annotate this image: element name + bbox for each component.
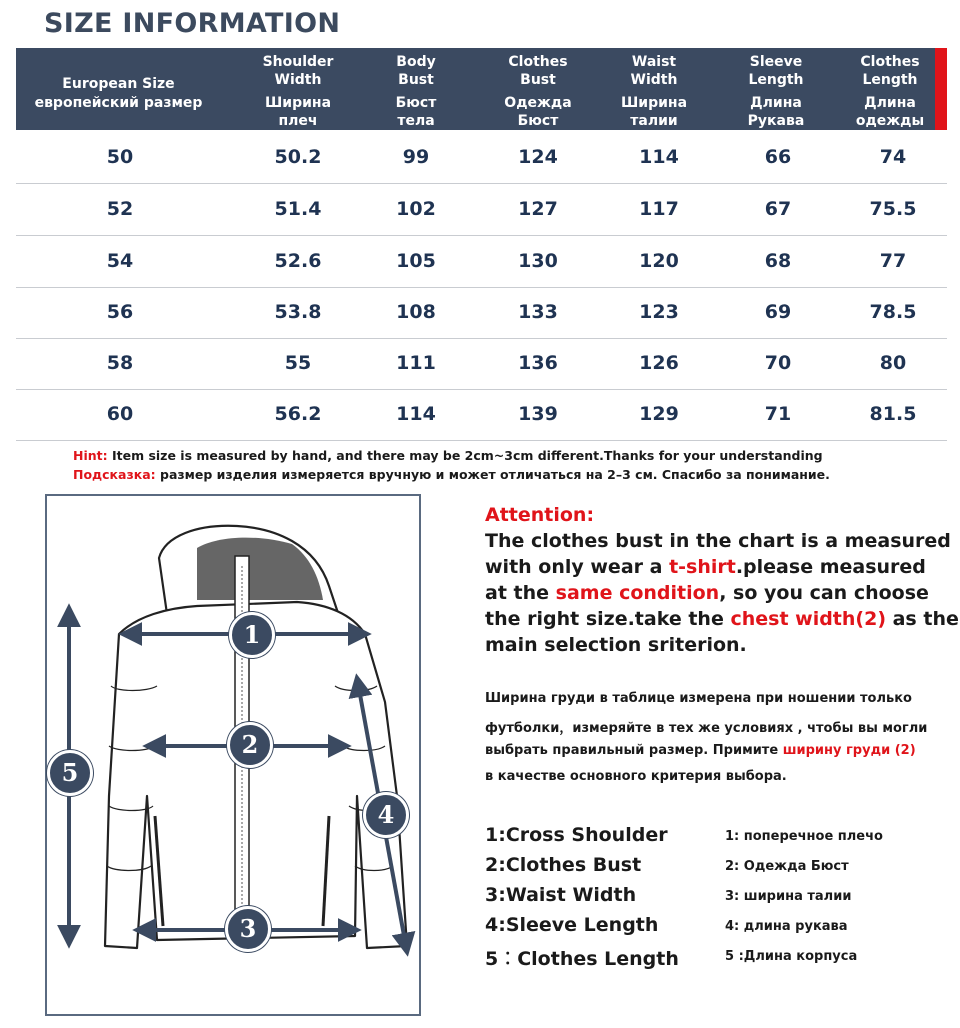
attention-line — [485, 556, 926, 578]
legend-item-en: 4:Sleeve Length — [485, 914, 659, 936]
cell-length: 74 — [879, 146, 907, 168]
legend-item-en: 2:Clothes Bust — [485, 854, 642, 876]
hint-label: Hint: — [73, 448, 108, 463]
marker-label: 5 — [61, 758, 79, 787]
attention-text: , so you can choose — [719, 582, 929, 604]
col-label-ru: Ширина — [620, 95, 688, 111]
russian-note-line: футболки，измеряйте в тех же условиях , чтобы вы могли — [485, 721, 928, 736]
col-label-ru: европейский размер — [34, 95, 203, 111]
cell-sleeve: 70 — [764, 352, 792, 374]
cell-size: 58 — [106, 352, 134, 374]
col-sleeve-length — [726, 48, 826, 130]
russian-note-text: выбрать правильный размер. Примите — [485, 743, 783, 758]
hint-ru — [73, 467, 830, 482]
attention-line: The clothes bust in the chart is a measured — [485, 530, 951, 552]
col-label-ru: Бюст — [395, 95, 437, 111]
col-label-en: Shoulder — [262, 54, 334, 70]
table-row — [16, 132, 947, 184]
table-row — [16, 287, 947, 339]
marker-3 — [225, 906, 271, 952]
col-label-ru: талии — [630, 113, 678, 129]
cell-length: 80 — [879, 352, 907, 374]
marker-label: 4 — [377, 800, 395, 829]
attention-text: as the — [886, 608, 959, 630]
legend-item-ru: 4: длина рукава — [725, 919, 848, 934]
cell-shoulder: 50.2 — [274, 146, 322, 168]
legend-item-en: 5︰Clothes Length — [485, 948, 679, 970]
col-label-en: Width — [630, 72, 678, 88]
cell-shoulder: 55 — [284, 352, 312, 374]
legend-item-ru: 1: поперечное плечо — [725, 829, 883, 844]
cell-body-bust: 99 — [402, 146, 430, 168]
marker-5 — [47, 750, 93, 796]
col-clothes-length — [840, 48, 940, 130]
cell-clothes-bust: 130 — [518, 250, 558, 272]
col-label-en: Length — [748, 72, 804, 88]
attention-highlight: chest width(2) — [730, 608, 886, 630]
cell-length: 75.5 — [869, 198, 917, 220]
marker-2 — [227, 722, 273, 768]
russian-note-highlight: ширину груди (2) — [782, 743, 916, 758]
col-label-en: Sleeve — [749, 54, 803, 70]
attention-text: .please measured — [735, 556, 926, 578]
attention-title: Attention: — [485, 504, 595, 526]
hint-label: Подсказка: — [73, 467, 156, 482]
hint-text: размер изделия измеряется вручную и может отличаться на 2–3 см. Спасибо за понимание. — [155, 467, 830, 482]
hint-en — [73, 448, 823, 463]
cell-body-bust: 102 — [396, 198, 436, 220]
cell-waist: 126 — [639, 352, 679, 374]
cell-shoulder: 51.4 — [274, 198, 322, 220]
russian-note-line: в качестве основного критерия выбора. — [485, 769, 787, 784]
legend-item-en: 1:Cross Shoulder — [485, 824, 668, 846]
col-label-en: Clothes — [860, 54, 920, 70]
russian-note-line: Ширина груди в таблице измерена при ношении только — [485, 691, 912, 706]
table-row — [16, 184, 947, 236]
cell-waist: 129 — [639, 403, 679, 425]
col-label-en: Clothes — [508, 54, 568, 70]
col-label-en: Bust — [398, 72, 434, 88]
cell-length: 78.5 — [869, 301, 917, 323]
marker-1 — [229, 612, 275, 658]
col-european-size — [16, 48, 221, 130]
attention-highlight: same condition — [555, 582, 720, 604]
legend-item-ru: 2: Одежда Бюст — [725, 859, 849, 874]
cell-waist: 114 — [639, 146, 679, 168]
col-label-ru: Длина — [864, 95, 916, 111]
col-label-ru: тела — [397, 113, 435, 129]
attention-text: the right size.take the — [485, 608, 731, 630]
cell-clothes-bust: 124 — [518, 146, 558, 168]
cell-sleeve: 71 — [764, 403, 792, 425]
cell-clothes-bust: 139 — [518, 403, 558, 425]
col-label-en: Bust — [520, 72, 556, 88]
col-label-ru: Ширина — [264, 95, 332, 111]
col-label-ru: плеч — [278, 113, 318, 129]
jacket-measurement-figure — [45, 494, 421, 1016]
cell-shoulder: 53.8 — [274, 301, 322, 323]
cell-body-bust: 114 — [396, 403, 436, 425]
col-label-ru: Бюст — [517, 113, 559, 129]
col-shoulder-width — [238, 48, 358, 130]
attention-line — [485, 582, 929, 604]
cell-sleeve: 69 — [764, 301, 792, 323]
marker-label: 2 — [241, 730, 259, 759]
marker-4 — [363, 792, 409, 838]
cell-body-bust: 108 — [396, 301, 436, 323]
russian-note-line — [485, 743, 916, 758]
legend-item-ru: 3: ширина талии — [725, 889, 852, 904]
table-row — [16, 389, 947, 441]
cell-waist: 117 — [639, 198, 679, 220]
cell-sleeve: 66 — [764, 146, 792, 168]
col-label-en: European Size — [62, 76, 175, 92]
attention-text: at the — [485, 582, 556, 604]
marker-label: 3 — [239, 914, 257, 943]
col-label-ru: Рукава — [747, 113, 805, 129]
cell-sleeve: 67 — [764, 198, 792, 220]
cell-sleeve: 68 — [764, 250, 792, 272]
page-title: SIZE INFORMATION — [44, 8, 341, 39]
col-clothes-bust — [488, 48, 588, 130]
table-header — [16, 48, 935, 130]
cell-size: 56 — [106, 301, 134, 323]
cell-length: 81.5 — [869, 403, 917, 425]
col-label-en: Waist — [631, 54, 677, 70]
col-body-bust — [366, 48, 466, 130]
table-row — [16, 338, 947, 390]
cell-shoulder: 52.6 — [274, 250, 322, 272]
cell-waist: 123 — [639, 301, 679, 323]
cell-clothes-bust: 136 — [518, 352, 558, 374]
attention-highlight: t-shirt — [669, 556, 736, 578]
cell-size: 52 — [106, 198, 134, 220]
cell-size: 60 — [106, 403, 134, 425]
cell-shoulder: 56.2 — [274, 403, 322, 425]
marker-label: 1 — [243, 620, 261, 649]
cell-clothes-bust: 133 — [518, 301, 558, 323]
attention-text: with only wear a — [485, 556, 670, 578]
col-label-ru: одежды — [855, 113, 925, 129]
col-label-ru: Длина — [750, 95, 802, 111]
cell-clothes-bust: 127 — [518, 198, 558, 220]
legend-item-ru: 5 :Длина корпуса — [725, 949, 858, 964]
table-row — [16, 236, 947, 288]
legend-item-en: 3:Waist Width — [485, 884, 637, 906]
col-label-ru: Одежда — [504, 95, 572, 111]
cell-body-bust: 111 — [396, 352, 436, 374]
attention-line — [485, 608, 959, 630]
cell-size: 50 — [106, 146, 134, 168]
cell-length: 77 — [879, 250, 907, 272]
col-label-en: Length — [862, 72, 918, 88]
header-accent-bar — [935, 48, 947, 130]
attention-line: main selection sriterion. — [485, 634, 747, 656]
cell-body-bust: 105 — [396, 250, 436, 272]
cell-waist: 120 — [639, 250, 679, 272]
col-label-en: Body — [396, 54, 436, 70]
col-label-en: Width — [274, 72, 322, 88]
hint-text: Item size is measured by hand, and there may be 2cm~3cm different.Thanks for your understanding — [107, 448, 823, 463]
cell-size: 54 — [106, 250, 134, 272]
col-waist-width — [604, 48, 704, 130]
